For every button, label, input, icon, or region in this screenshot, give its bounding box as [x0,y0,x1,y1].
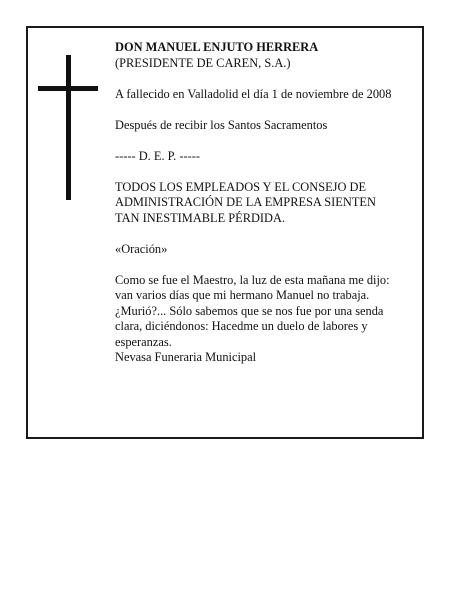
mourners-line: TAN INESTIMABLE PÉRDIDA. [115,210,286,225]
prayer-line: Como se fue el Maestro, la luz de esta mañana me dijo: [115,272,390,287]
mourners-line: ADMINISTRACIÓN DE LA EMPRESA SIENTEN [115,195,376,209]
funeral-home: Nevasa Funeraria Municipal [115,350,257,364]
obituary-text [115,40,423,366]
deceased-name: DON MANUEL ENJUTO HERRERA [115,40,319,54]
prayer-heading: «Oración» [115,241,168,256]
obituary-notice [26,26,424,439]
prayer-line: ¿Murió?... Sólo sabemos que se nos fue por una senda [115,303,384,318]
cross-vertical-bar [66,55,71,200]
cross-icon [38,55,98,200]
passing-announcement: A fallecido en Valladolid el día 1 de noviembre de 2008 [115,86,392,101]
deceased-title: (PRESIDENTE DE CAREN, S.A.) [115,55,291,70]
prayer-line: esperanzas. [115,334,172,349]
sacraments-line: Después de recibir los Santos Sacramentos [115,117,328,132]
prayer-line: van varios días que mi hermano Manuel no trabaja. [115,288,370,302]
prayer-line: clara, diciéndonos: Hacedme un duelo de labores y [115,319,368,333]
mourners-line: TODOS LOS EMPLEADOS Y EL CONSEJO DE [115,179,367,194]
cross-horizontal-bar [38,86,98,91]
rip-line: ----- D. E. P. ----- [115,148,200,163]
